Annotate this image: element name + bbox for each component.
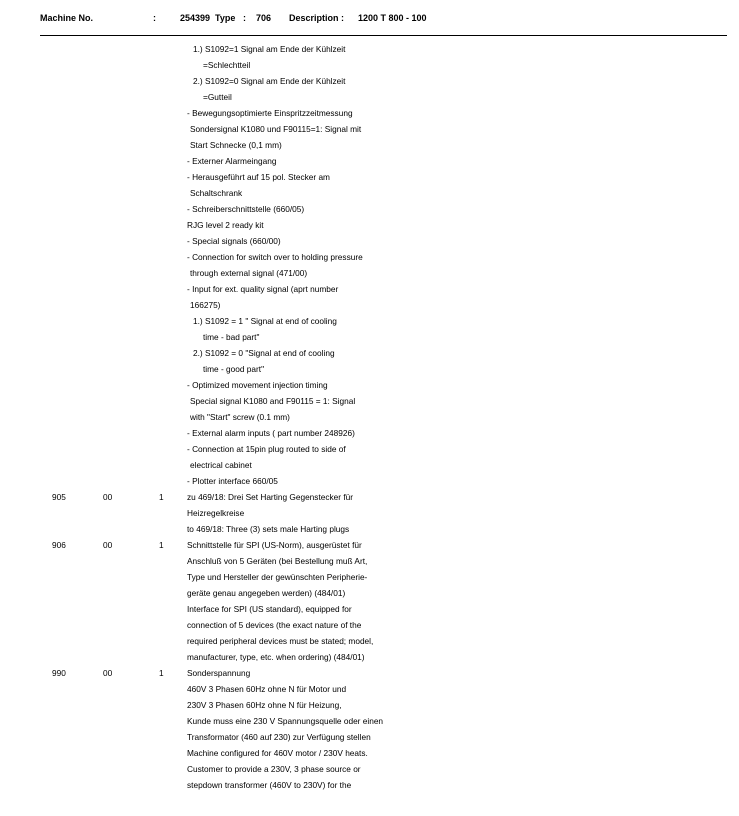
spec-line	[0, 313, 739, 329]
item-continuation-row	[0, 569, 739, 585]
item-description-line: Interface for SPI (US standard), equipped for	[187, 604, 352, 614]
description-value: 1200 T 800 - 100	[358, 13, 427, 23]
item-description-line: to 469/18: Three (3) sets male Harting plugs	[187, 524, 350, 534]
spec-line	[0, 377, 739, 393]
spec-line-text: through external signal (471/00)	[190, 268, 308, 278]
spec-line	[0, 457, 739, 473]
item-variant: 00	[103, 540, 113, 550]
item-description-line: 230V 3 Phasen 60Hz ohne N für Heizung,	[187, 700, 342, 710]
spec-line	[0, 265, 739, 281]
spec-line	[0, 105, 739, 121]
spec-line	[0, 153, 739, 169]
spec-line	[0, 281, 739, 297]
spec-line	[0, 89, 739, 105]
spec-line	[0, 361, 739, 377]
type-label: Type	[215, 13, 236, 23]
spec-line	[0, 217, 739, 233]
spec-line-text: Schaltschrank	[190, 188, 243, 198]
spec-line-text: 2.) S1092=0 Signal am Ende der Kühlzeit	[193, 76, 346, 86]
spec-line	[0, 425, 739, 441]
item-description-line: Heizregelkreise	[187, 508, 245, 518]
item-quantity: 1	[159, 540, 164, 550]
spec-line	[0, 297, 739, 313]
spec-line-text: - Input for ext. quality signal (aprt number	[187, 284, 339, 294]
item-position: 906	[52, 540, 66, 550]
spec-line-text: Start Schnecke (0,1 mm)	[190, 140, 282, 150]
item-description-line: required peripheral devices must be stated; model,	[187, 636, 374, 646]
spec-line	[0, 473, 739, 489]
item-description-line: Anschluß von 5 Geräten (bei Bestellung muß Art,	[187, 556, 368, 566]
item-quantity: 1	[159, 668, 164, 678]
item-continuation-row	[0, 713, 739, 729]
item-quantity: 1	[159, 492, 164, 502]
item-description-line: Schnittstelle für SPI (US-Norm), ausgerüstet für	[187, 540, 362, 550]
spec-line-text: Sondersignal K1080 und F90115=1: Signal mit	[190, 124, 362, 134]
spec-line-text: - Herausgeführt auf 15 pol. Stecker am	[187, 172, 330, 182]
spec-line	[0, 169, 739, 185]
item-continuation-row	[0, 617, 739, 633]
spec-line-text: =Schlechtteil	[203, 60, 251, 70]
spec-line-text: electrical cabinet	[190, 460, 252, 470]
item-continuation-row	[0, 585, 739, 601]
item-position: 990	[52, 668, 66, 678]
item-description-line: Transformator (460 auf 230) zur Verfügung stellen	[187, 732, 371, 742]
spec-line-text: =Gutteil	[203, 92, 232, 102]
item-description-line: geräte genau angegeben werden) (484/01)	[187, 588, 346, 598]
spec-line-text: 2.) S1092 = 0 "Signal at end of cooling	[193, 348, 335, 358]
item-description-line: Sonderspannung	[187, 668, 251, 678]
item-continuation-row	[0, 697, 739, 713]
spec-line	[0, 201, 739, 217]
spec-line-text: 1.) S1092 = 1 " Signal at end of cooling	[193, 316, 337, 326]
spec-line	[0, 185, 739, 201]
spec-line-text: - Plotter interface 660/05	[187, 476, 278, 486]
spec-line-text: - Special signals (660/00)	[187, 236, 281, 246]
spec-line	[0, 249, 739, 265]
document-header	[40, 13, 727, 27]
item-continuation-row	[0, 505, 739, 521]
machine-number-value: 254399	[180, 13, 211, 23]
item-continuation-row	[0, 601, 739, 617]
item-description-line: Customer to provide a 230V, 3 phase source or	[187, 764, 361, 774]
item-row	[0, 537, 739, 553]
item-description-line: zu 469/18: Drei Set Harting Gegenstecker für	[187, 492, 354, 502]
item-continuation-row	[0, 745, 739, 761]
item-position: 905	[52, 492, 66, 502]
spec-line-text: - Schreiberschnittstelle (660/05)	[187, 204, 305, 214]
item-description-line: Kunde muss eine 230 V Spannungsquelle oder einen	[187, 716, 384, 726]
item-description-line: 460V 3 Phasen 60Hz ohne N für Motor und	[187, 684, 347, 694]
spec-line-text: Special signal K1080 and F90115 = 1: Signal	[190, 396, 356, 406]
item-description-line: stepdown transformer (460V to 230V) for the	[187, 780, 352, 790]
item-continuation-row	[0, 729, 739, 745]
machine-number-label: Machine No.	[40, 13, 94, 23]
item-description-line: Type und Hersteller der gewünschten Peripherie-	[187, 572, 368, 582]
item-continuation-row	[0, 521, 739, 537]
type-value: 706	[256, 13, 272, 23]
item-continuation-row	[0, 761, 739, 777]
header-separator: :	[243, 13, 246, 23]
item-continuation-row	[0, 633, 739, 649]
spec-line	[0, 121, 739, 137]
specification-body	[0, 41, 739, 793]
spec-line-text: time - good part"	[203, 364, 265, 374]
spec-line	[0, 393, 739, 409]
spec-line-text: - Externer Alarmeingang	[187, 156, 277, 166]
description-label: Description :	[289, 13, 345, 23]
spec-line-text: - Bewegungsoptimierte Einspritzzeitmessung	[187, 108, 353, 118]
item-row	[0, 665, 739, 681]
spec-line	[0, 233, 739, 249]
spec-line-text: with "Start" screw (0.1 mm)	[190, 412, 290, 422]
spec-line-text: RJG level 2 ready kit	[187, 220, 264, 230]
spec-line-text: - Optimized movement injection timing	[187, 380, 328, 390]
spec-line	[0, 345, 739, 361]
header-divider	[40, 35, 727, 36]
spec-line-text: - Connection for switch over to holding pressure	[187, 252, 363, 262]
spec-line-text: time - bad part"	[203, 332, 260, 342]
item-row	[0, 489, 739, 505]
item-continuation-row	[0, 777, 739, 793]
item-continuation-row	[0, 553, 739, 569]
spec-line	[0, 73, 739, 89]
spec-line-text: 166275)	[190, 300, 221, 310]
spec-line-text: - Connection at 15pin plug routed to side of	[187, 444, 346, 454]
item-description-line: connection of 5 devices (the exact nature of the	[187, 620, 362, 630]
header-separator: :	[153, 13, 156, 23]
spec-line	[0, 441, 739, 457]
spec-line	[0, 137, 739, 153]
spec-line-text: 1.) S1092=1 Signal am Ende der Kühlzeit	[193, 44, 346, 54]
item-variant: 00	[103, 668, 113, 678]
item-description-line: Machine configured for 460V motor / 230V heats.	[187, 748, 368, 758]
spec-line	[0, 57, 739, 73]
item-continuation-row	[0, 681, 739, 697]
item-variant: 00	[103, 492, 113, 502]
spec-line	[0, 409, 739, 425]
spec-line	[0, 41, 739, 57]
item-description-line: manufacturer, type, etc. when ordering) (484/01)	[187, 652, 365, 662]
spec-line-text: - External alarm inputs ( part number 248926)	[187, 428, 355, 438]
item-continuation-row	[0, 649, 739, 665]
spec-line	[0, 329, 739, 345]
